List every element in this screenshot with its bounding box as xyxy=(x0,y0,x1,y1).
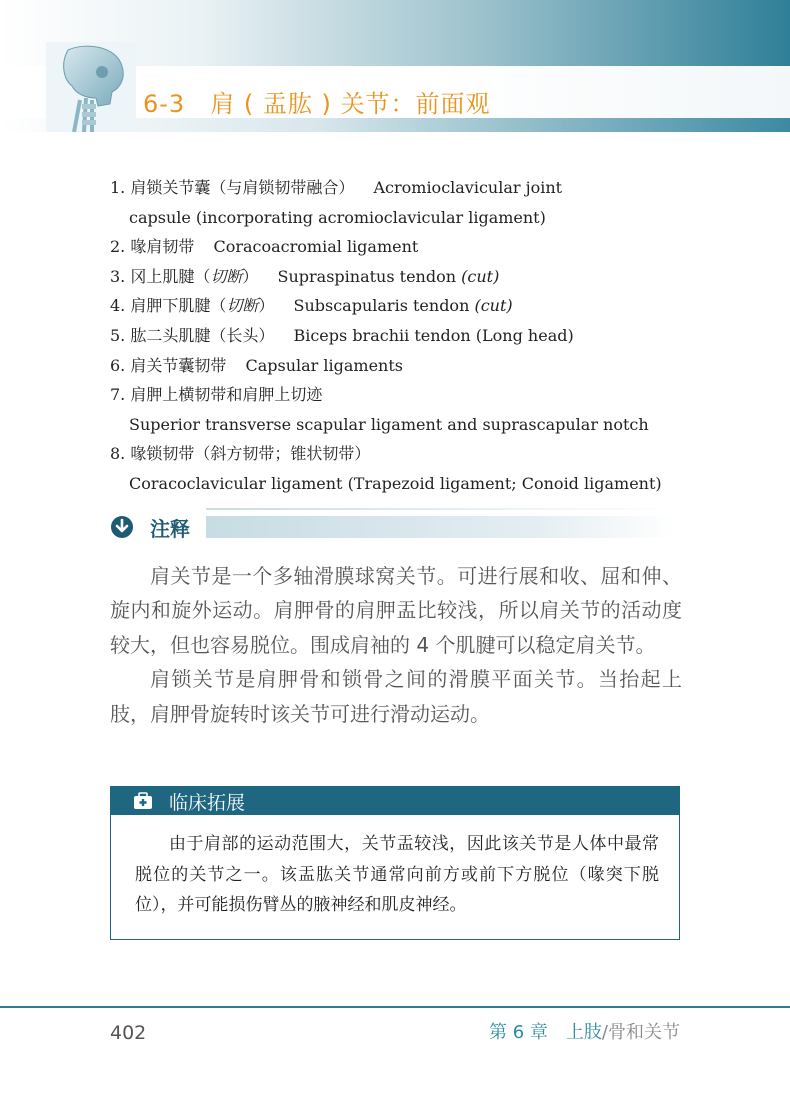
legend-item-continuation xyxy=(110,410,710,440)
legend-en-italic: (cut) xyxy=(461,266,500,286)
legend-cn: 喙肩韧带 xyxy=(130,237,195,257)
legend-number: 7. xyxy=(110,385,126,405)
legend-number: 5. xyxy=(110,325,126,345)
legend-cn: 肩胛上横韧带和肩胛上切迹 xyxy=(130,385,323,405)
legend-item xyxy=(110,173,710,203)
clinical-header xyxy=(111,787,679,815)
clinical-text: 由于肩部的运动范围大，关节盂较浅，因此该关节是人体中最常脱位的关节之一。该盂肱关节通常向前方或前下方脱位（喙突下脱位），并可能损伤臂丛的腋神经和肌皮神经。 xyxy=(135,834,659,915)
legend-cn: 肱二头肌腱（长头） xyxy=(130,325,275,345)
footer-subtitle: 骨和关节 xyxy=(608,1022,680,1043)
legend-en: Acromioclavicular joint xyxy=(373,178,563,197)
footer-chapter-label: 第 6 章 上肢 xyxy=(489,1022,602,1043)
clinical-title: 临床拓展 xyxy=(169,792,246,814)
legend-cn-italic: 切断 xyxy=(226,296,259,316)
notes-body xyxy=(110,559,682,731)
notes-header xyxy=(110,512,680,542)
legend-item xyxy=(110,262,710,292)
footer-separator: / xyxy=(601,1022,608,1043)
legend-cn: 肩关节囊韧带 xyxy=(130,355,227,375)
notes-paragraph: 肩关节是一个多轴滑膜球窝关节。可进行展和收、屈和伸、旋内和旋外运动。肩胛骨的肩胛盂比较浅，所以肩关节的活动度较大，但也容易脱位。围成肩袖的 4 个肌腱可以稳定肩关节。 xyxy=(110,564,682,657)
legend-number: 1. xyxy=(110,178,126,197)
legend-en: Coracoacromial ligament xyxy=(213,237,419,257)
skull-illustration-icon xyxy=(46,42,136,132)
legend-en: Superior transverse scapular ligament and suprascapular notch xyxy=(129,414,649,434)
notes-download-icon xyxy=(110,515,134,539)
legend-number: 6. xyxy=(110,355,126,375)
legend-cn: ） xyxy=(258,296,275,316)
legend-number: 2. xyxy=(110,237,126,257)
footer-divider xyxy=(0,1006,790,1008)
legend-item xyxy=(110,380,710,410)
legend-number: 8. xyxy=(110,444,126,464)
legend-cn: 肩锁关节囊（与肩锁韧带融合） xyxy=(130,178,355,197)
legend-en: Supraspinatus tendon xyxy=(277,266,457,286)
legend-cn: 肩胛下肌腱（ xyxy=(130,296,227,316)
clinical-box xyxy=(110,786,680,940)
chapter-title: 6-3 肩 ( 盂肱 ) 关节：前面观 xyxy=(143,90,491,118)
legend-item-continuation xyxy=(110,469,710,499)
legend-cn: 冈上肌腱（ xyxy=(130,266,211,286)
notes-paragraph: 肩锁关节是肩胛骨和锁骨之间的滑膜平面关节。当抬起上肢，肩胛骨旋转时该关节可进行滑动运动。 xyxy=(110,667,682,726)
legend-cn: ） xyxy=(242,266,259,286)
notes-title: 注释 xyxy=(150,517,190,541)
footer-chapter xyxy=(489,1018,680,1044)
legend-item xyxy=(110,232,710,262)
legend-cn: 喙锁韧带（斜方韧带；锥状韧带） xyxy=(130,444,371,464)
legend-cn-italic: 切断 xyxy=(210,266,243,286)
legend-item xyxy=(110,351,710,381)
legend-item xyxy=(110,439,710,469)
legend-en: capsule (incorporating acromioclavicular ligament) xyxy=(129,207,546,227)
legend-number: 4. xyxy=(110,296,126,316)
medical-kit-icon xyxy=(133,792,153,810)
notes-header-bar xyxy=(206,516,676,538)
legend-en: Capsular ligaments xyxy=(245,355,403,375)
legend-en: Coracoclavicular ligament (Trapezoid ligament; Conoid ligament) xyxy=(129,473,662,493)
legend-list xyxy=(110,173,710,499)
legend-item xyxy=(110,291,710,321)
legend-en: Biceps brachii tendon (Long head) xyxy=(293,325,574,345)
legend-number: 3. xyxy=(110,266,126,286)
legend-en-italic: (cut) xyxy=(474,296,513,316)
legend-en: Subscapularis tendon xyxy=(293,296,470,316)
page-number: 402 xyxy=(110,1022,147,1044)
notes-divider xyxy=(206,508,676,510)
legend-item xyxy=(110,321,710,351)
legend-item-continuation xyxy=(110,203,710,233)
